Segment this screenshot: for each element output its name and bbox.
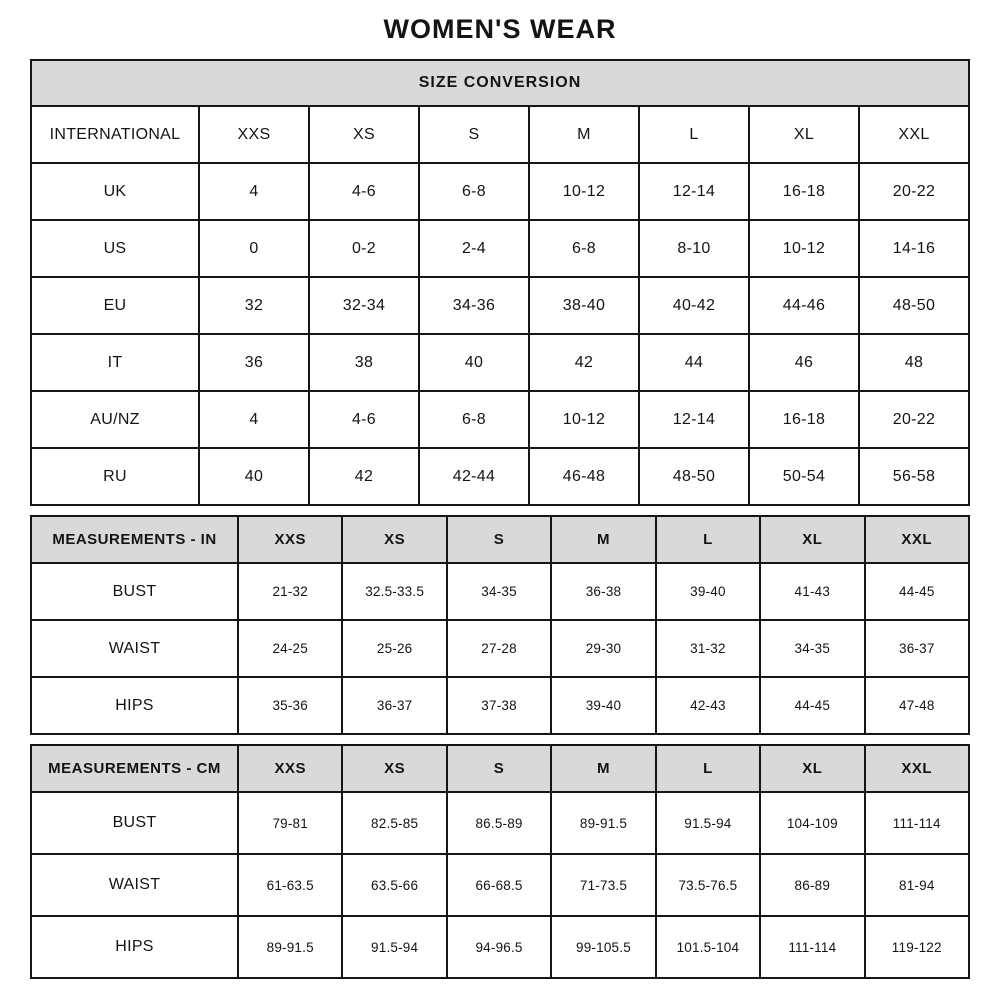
measurement-cell: 36-37 [342,677,446,734]
measurement-cell: 89-91.5 [551,792,655,854]
size-value-cell: 6-8 [419,391,529,448]
table-header-row [31,745,969,792]
measurement-cell: 47-48 [865,677,969,734]
size-value-cell: 34-36 [419,277,529,334]
table-header-row [31,106,969,163]
measurement-cell: 91.5-94 [342,916,446,978]
table-row [31,277,969,334]
measurement-cell: 73.5-76.5 [656,854,760,916]
size-value-cell: 50-54 [749,448,859,505]
size-value-cell: 4 [199,163,309,220]
size-value-cell: 42 [529,334,639,391]
column-header: XL [760,516,864,563]
measurement-cell: 91.5-94 [656,792,760,854]
size-value-cell: 10-12 [749,220,859,277]
size-value-cell: 48 [859,334,969,391]
measurement-cell: 94-96.5 [447,916,551,978]
column-header: MEASUREMENTS - CM [31,745,238,792]
row-label: US [31,220,199,277]
column-header: M [551,745,655,792]
size-value-cell: 0 [199,220,309,277]
size-value-cell: 10-12 [529,163,639,220]
size-value-cell: 12-14 [639,391,749,448]
row-label: BUST [31,563,238,620]
size-conversion-title: SIZE CONVERSION [31,60,969,106]
size-value-cell: 46 [749,334,859,391]
row-label: WAIST [31,854,238,916]
size-value-cell: 4-6 [309,163,419,220]
size-value-cell: 6-8 [529,220,639,277]
measurement-cell: 27-28 [447,620,551,677]
measurement-cell: 34-35 [760,620,864,677]
size-value-cell: 56-58 [859,448,969,505]
column-header: L [656,516,760,563]
size-value-cell: 40 [199,448,309,505]
table-row [31,334,969,391]
measurement-cell: 66-68.5 [447,854,551,916]
column-header: L [656,745,760,792]
column-header: XXS [238,516,342,563]
size-value-cell: 44-46 [749,277,859,334]
measurement-cell: 37-38 [447,677,551,734]
size-value-cell: 38-40 [529,277,639,334]
table-row [31,220,969,277]
row-label: RU [31,448,199,505]
measurement-cell: 71-73.5 [551,854,655,916]
column-header: M [529,106,639,163]
size-value-cell: 4 [199,391,309,448]
column-header: L [639,106,749,163]
measurement-cell: 81-94 [865,854,969,916]
row-label: UK [31,163,199,220]
measurement-cell: 41-43 [760,563,864,620]
measurement-cell: 32.5-33.5 [342,563,446,620]
measurement-cell: 36-37 [865,620,969,677]
column-header: MEASUREMENTS - IN [31,516,238,563]
size-value-cell: 0-2 [309,220,419,277]
measurement-cell: 111-114 [865,792,969,854]
table-row [31,163,969,220]
size-conversion-table [30,59,970,506]
measurement-cell: 101.5-104 [656,916,760,978]
measurements-cm-table [30,744,970,979]
size-value-cell: 44 [639,334,749,391]
column-header: XXL [859,106,969,163]
size-value-cell: 36 [199,334,309,391]
measurement-cell: 61-63.5 [238,854,342,916]
size-value-cell: 46-48 [529,448,639,505]
column-header: XS [309,106,419,163]
size-value-cell: 48-50 [639,448,749,505]
measurements-in-table [30,515,970,735]
size-value-cell: 12-14 [639,163,749,220]
measurement-cell: 42-43 [656,677,760,734]
table-header-row [31,516,969,563]
row-label: HIPS [31,916,238,978]
measurement-cell: 39-40 [551,677,655,734]
measurement-cell: 34-35 [447,563,551,620]
column-header: XS [342,745,446,792]
measurement-cell: 111-114 [760,916,864,978]
measurement-cell: 119-122 [865,916,969,978]
measurement-cell: 86-89 [760,854,864,916]
table-row [31,60,969,106]
column-header: XL [760,745,864,792]
measurement-cell: 39-40 [656,563,760,620]
row-label: AU/NZ [31,391,199,448]
row-label: EU [31,277,199,334]
size-value-cell: 20-22 [859,391,969,448]
size-value-cell: 38 [309,334,419,391]
size-value-cell: 6-8 [419,163,529,220]
table-row [31,448,969,505]
table-row [31,563,969,620]
size-value-cell: 32-34 [309,277,419,334]
column-header: XS [342,516,446,563]
measurement-cell: 35-36 [238,677,342,734]
column-header: XXS [199,106,309,163]
column-header: M [551,516,655,563]
table-row [31,677,969,734]
size-value-cell: 8-10 [639,220,749,277]
column-header: S [447,745,551,792]
size-value-cell: 40-42 [639,277,749,334]
column-header: INTERNATIONAL [31,106,199,163]
column-header: XXL [865,516,969,563]
measurement-cell: 44-45 [760,677,864,734]
size-value-cell: 42-44 [419,448,529,505]
size-value-cell: 4-6 [309,391,419,448]
row-label: HIPS [31,677,238,734]
measurement-cell: 86.5-89 [447,792,551,854]
column-header: XXS [238,745,342,792]
table-row [31,620,969,677]
measurement-cell: 44-45 [865,563,969,620]
size-value-cell: 14-16 [859,220,969,277]
table-row [31,854,969,916]
column-header: XL [749,106,859,163]
column-header: S [419,106,529,163]
size-value-cell: 2-4 [419,220,529,277]
measurement-cell: 36-38 [551,563,655,620]
measurement-cell: 24-25 [238,620,342,677]
size-value-cell: 48-50 [859,277,969,334]
table-row [31,792,969,854]
column-header: XXL [865,745,969,792]
measurement-cell: 63.5-66 [342,854,446,916]
row-label: IT [31,334,199,391]
row-label: WAIST [31,620,238,677]
table-row [31,391,969,448]
size-value-cell: 40 [419,334,529,391]
measurement-cell: 82.5-85 [342,792,446,854]
table-row [31,916,969,978]
measurement-cell: 104-109 [760,792,864,854]
measurement-cell: 89-91.5 [238,916,342,978]
size-value-cell: 10-12 [529,391,639,448]
size-value-cell: 16-18 [749,163,859,220]
size-value-cell: 16-18 [749,391,859,448]
size-value-cell: 20-22 [859,163,969,220]
measurement-cell: 29-30 [551,620,655,677]
measurement-cell: 25-26 [342,620,446,677]
measurement-cell: 99-105.5 [551,916,655,978]
size-value-cell: 32 [199,277,309,334]
measurement-cell: 21-32 [238,563,342,620]
row-label: BUST [31,792,238,854]
column-header: S [447,516,551,563]
size-value-cell: 42 [309,448,419,505]
measurement-cell: 79-81 [238,792,342,854]
measurement-cell: 31-32 [656,620,760,677]
page-title: WOMEN'S WEAR [383,14,617,44]
